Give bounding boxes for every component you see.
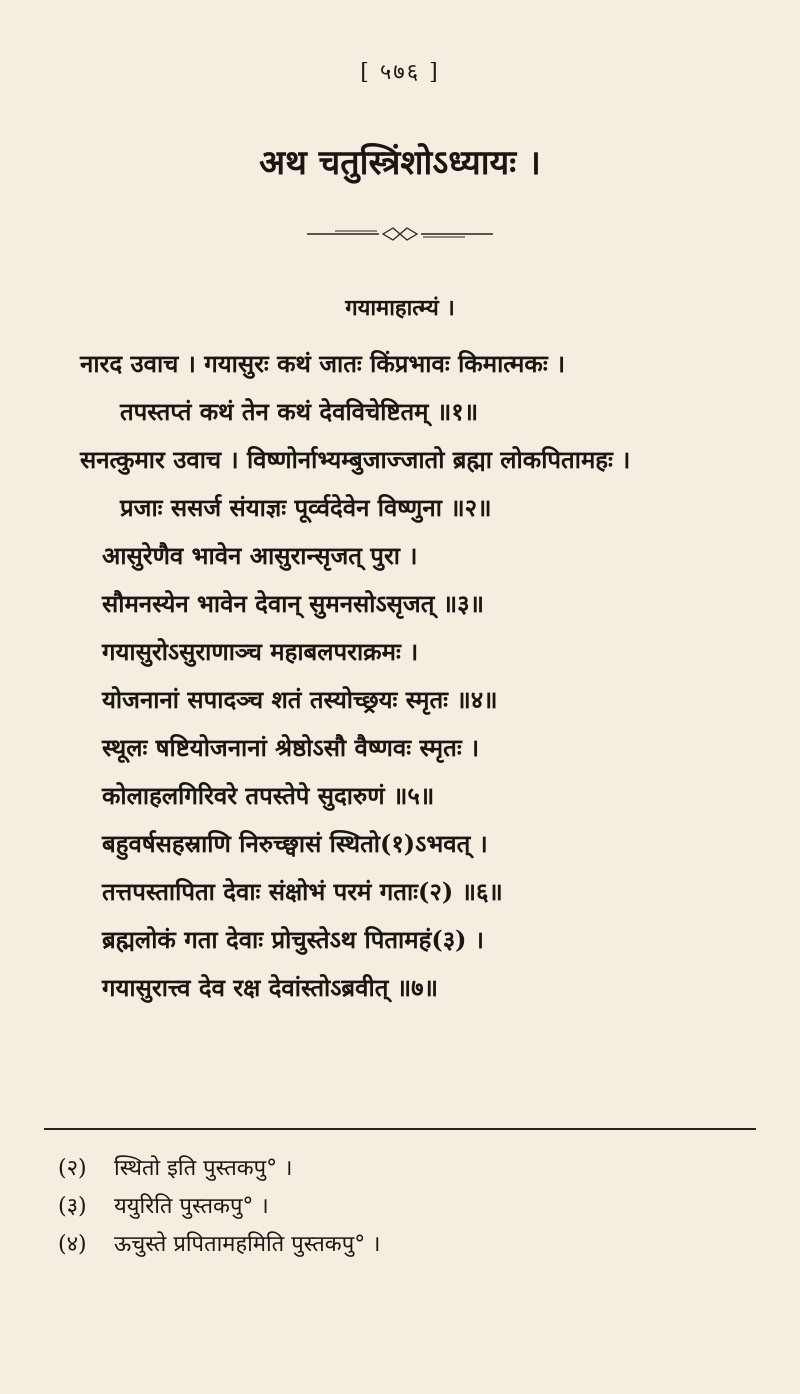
verse-block (80, 340, 740, 1012)
verse-line: आसुरेणैव भावेन आसुरान्सृजत् पुरा । (102, 541, 418, 570)
verse-line: प्रजाः ससर्ज संयाज्ञः पूर्व्वदेवेन विष्णुना ॥२॥ (120, 493, 492, 522)
verse-line: गयासुरात्त्व देव रक्ष देवांस्तोऽब्रवीत् ॥७॥ (102, 973, 438, 1002)
footnote-text: स्थितो इति पुस्तकपु° । (114, 1156, 293, 1181)
footnote-marker: (३) (58, 1194, 87, 1219)
verse-line: सौमनस्येन भावेन देवान् सुमनसोऽसृजत् ॥३॥ (102, 589, 484, 618)
verse-line: तपस्तप्तं कथं तेन कथं देवविचेष्टितम् ॥१॥ (120, 397, 479, 426)
footnote (58, 1226, 758, 1264)
footnote-marker: (४) (58, 1232, 87, 1257)
footnotes (58, 1150, 758, 1264)
verse-line: सनत्कुमार उवाच । विष्णोर्नाभ्यम्बुजाज्जातो ब्रह्मा लोकपितामहः । (80, 445, 631, 474)
ornament-divider (0, 226, 800, 242)
verse-line: गयासुरोऽसुराणाञ्च महाबलपराक्रमः । (102, 637, 419, 666)
footnote-rule (44, 1128, 756, 1130)
verse-line: कोलाहलगिरिवरे तपस्तेपे सुदारुणं ॥५॥ (102, 781, 435, 810)
verse-line: योजनानां सपादञ्च शतं तस्योच्छ्रयः स्मृतः ॥४॥ (102, 685, 498, 714)
verse-line: तत्तपस्तापिता देवाः संक्षोभं परमं गताः(२) ॥६॥ (102, 877, 503, 906)
verse-line: बहुवर्षसहस्राणि निरुच्छ्वासं स्थितो(१)ऽभवत् । (102, 829, 488, 858)
ornament-icon (305, 226, 495, 242)
verse-line: स्थूलः षष्टियोजनानां श्रेष्ठोऽसौ वैष्णवः स्मृतः । (102, 733, 480, 762)
section-title: गयामाहात्म्यं । (345, 295, 455, 321)
footnote (58, 1188, 758, 1226)
verse-line: नारद उवाच । गयासुरः कथं जातः किंप्रभावः किमात्मकः । (80, 349, 566, 378)
footnote-marker: (२) (58, 1156, 87, 1181)
page-number: [ ५७६ ] (360, 60, 440, 85)
chapter-title: अथ चतुस्त्रिंशोऽध्यायः । (259, 143, 541, 183)
footnote (58, 1150, 758, 1188)
footnote-text: ययुरिति पुस्तकपु° । (114, 1194, 269, 1219)
verse-line: ब्रह्मलोकं गता देवाः प्रोचुस्तेऽथ पितामहं(३) । (102, 925, 484, 954)
footnote-text: ऊचुस्ते प्रपितामहमिति पुस्तकपु° । (114, 1232, 381, 1257)
